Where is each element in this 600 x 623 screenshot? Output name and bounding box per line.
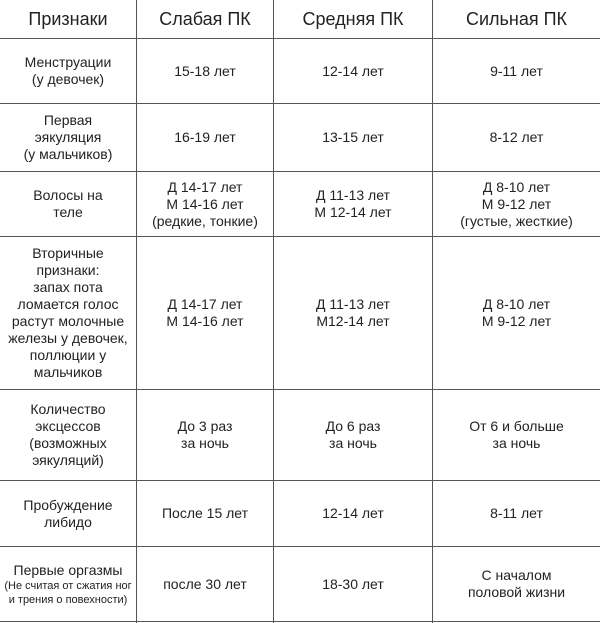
cell-medium: 12-14 лет [322,505,384,521]
row-label-body-hair: Волосы на теле [33,187,103,220]
cell-strong: 9-11 лет [490,62,543,79]
cell-medium: До 6 раз за ночь [325,418,381,451]
row-label-secondary-signs: Вторичные признаки: запах пота ломается голос растут молочные железы у девочек, поллюции у мальчиков [8,245,128,380]
cell-weak: 16-19 лет [174,129,236,145]
row-label-excess-count: Количество эксцессов (возможных эякуляций) [29,401,107,468]
cell-weak: Д 14-17 лет М 14-16 лет (редкие, тонкие) [152,178,258,229]
cell-weak: после 30 лет [163,575,247,592]
cell-medium: 12-14 лет [322,62,384,79]
header-cell-medium: Средняя ПК [302,9,404,29]
cell-medium: Д 11-13 лет М 12-14 лет [314,187,392,220]
cell-strong: С началом половой жизни [467,567,566,600]
header-cell-feature: Признаки [28,9,108,29]
row-label-first-ejaculation: Первая эякуляция (у мальчиков) [23,112,113,162]
row-label-libido: Пробуждение либидо [23,496,113,530]
cell-strong: Д 8-10 лет М 9-12 лет [481,296,552,329]
row-divider [0,621,600,622]
cell-medium: Д 11-13 лет М12-14 лет [316,296,390,329]
cell-weak: После 15 лет [161,505,249,521]
row-label-note: (Не считая от сжатия ног и трения о повехности) [4,579,132,606]
cell-strong: 8-11 лет [490,505,543,521]
row-label-first-orgasms: Первые оргазмы [13,561,123,578]
cell-medium: 13-15 лет [322,129,384,145]
cell-strong: 8-12 лет [489,129,544,145]
header-cell-strong: Сильная ПК [465,9,568,29]
cell-weak: Д 14-17 лет М 14-16 лет [166,296,244,329]
header-cell-weak: Слабая ПК [159,9,251,29]
cell-weak: 15-18 лет [174,62,236,79]
row-label-first-orgasms-cell [0,547,136,621]
cell-strong: Д 8-10 лет М 9-12 лет (густые, жесткие) [460,178,573,229]
cell-strong: От 6 и больше за ночь [469,418,564,451]
cell-weak: До 3 раз за ночь [177,418,233,451]
cell-medium: 18-30 лет [322,575,384,592]
row-label-menstruation: Менструации (у девочек) [24,54,112,87]
